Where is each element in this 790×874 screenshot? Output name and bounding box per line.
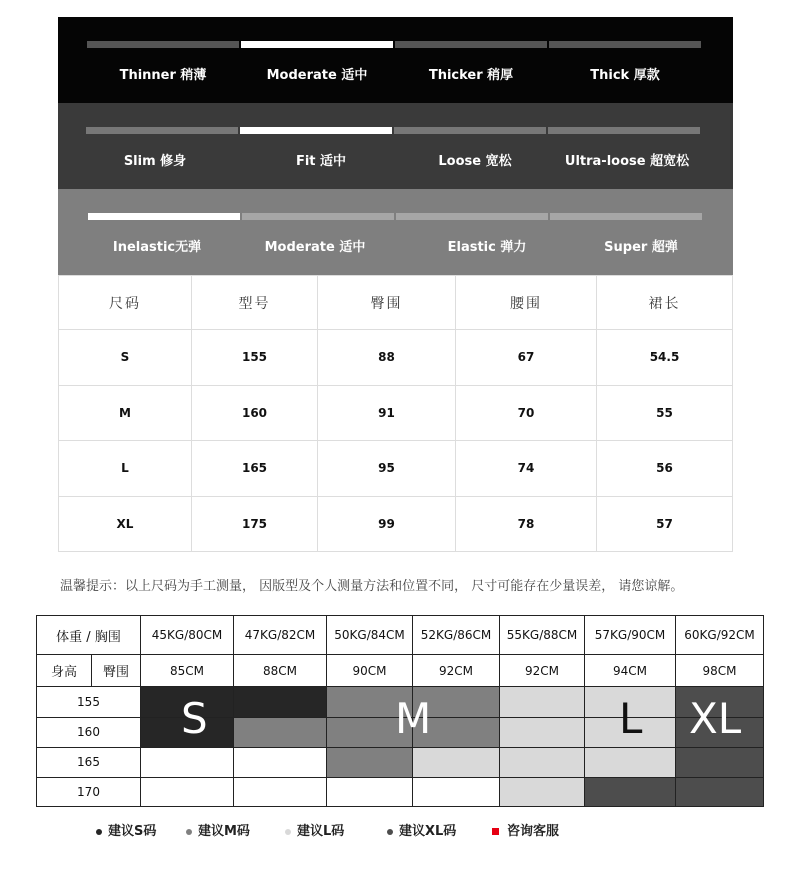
cell-model: 155 (192, 330, 318, 386)
elasticity-bar-1 (242, 213, 394, 220)
fit-bar-1 (240, 127, 392, 134)
measurement-note: 温馨提示：以上尺码为手工测量， 因版型及个人测量方法和位置不同， 尺寸可能存在少量误差， 请您谅解。 (60, 579, 684, 594)
elasticity-bar-2 (396, 213, 548, 220)
legend-square-icon (492, 828, 499, 835)
fit-bar-2 (394, 127, 546, 134)
elasticity-bar-3 (550, 213, 702, 220)
thickness-bar-2 (395, 41, 547, 48)
legend-item (186, 820, 250, 839)
thickness-label: Moderate 适中 (266, 68, 368, 83)
thickness-bar-0 (87, 41, 239, 48)
legend-label: 咨询客服 (507, 824, 560, 839)
weight-cell: 47KG/82CM (234, 616, 327, 655)
fit-label: Fit 适中 (295, 154, 347, 169)
thickness-bar-3 (549, 41, 701, 48)
corner-weight-bust: 体重 / 胸围 (37, 616, 141, 655)
legend-dot-icon (387, 829, 393, 835)
header-hip: 臀围 (318, 276, 456, 330)
hip-row (37, 655, 764, 687)
grid-cell (585, 777, 676, 806)
cell-hip: 99 (318, 496, 456, 552)
thickness-label: Thicker 稍厚 (428, 68, 514, 83)
grid-cell (234, 717, 327, 747)
weight-cell: 57KG/90CM (585, 616, 676, 655)
weight-row (37, 616, 764, 655)
grid-cell (141, 777, 234, 806)
weight-cell: 50KG/84CM (327, 616, 413, 655)
grid-cell (500, 687, 585, 717)
cell-waist: 70 (456, 385, 597, 441)
legend-label: 建议S码 (108, 824, 157, 839)
elasticity-band (58, 189, 733, 275)
grid-cell (234, 747, 327, 777)
table-row (59, 441, 733, 497)
grid-cell (500, 777, 585, 806)
grid-cell (327, 777, 413, 806)
grid-cell (141, 747, 234, 777)
size-letter-l: L (619, 694, 643, 743)
grid-cell (676, 777, 764, 806)
legend-dot-icon (186, 829, 192, 835)
elasticity-label: Inelastic无弹 (112, 240, 202, 255)
height-row (37, 747, 764, 777)
fit-label: Slim 修身 (123, 154, 187, 169)
cell-length: 54.5 (597, 330, 733, 386)
grid-cell (413, 747, 500, 777)
legend-label: 建议XL码 (399, 824, 457, 839)
weight-cell: 45KG/80CM (141, 616, 234, 655)
thickness-band (58, 17, 733, 103)
legend-dot-icon (285, 829, 291, 835)
header-model: 型号 (192, 276, 318, 330)
cell-waist: 74 (456, 441, 597, 497)
height-row (37, 777, 764, 806)
thickness-bar-1 (241, 41, 393, 48)
cell-waist: 67 (456, 330, 597, 386)
cell-model: 165 (192, 441, 318, 497)
legend-item (285, 820, 344, 839)
table-row (59, 330, 733, 386)
cell-size: S (59, 330, 192, 386)
table-row (59, 385, 733, 441)
elasticity-label: Super 超弹 (604, 240, 678, 255)
cell-hip: 88 (318, 330, 456, 386)
grid-cell (234, 777, 327, 806)
legend-item (96, 820, 156, 839)
cell-size: XL (59, 496, 192, 552)
cell-hip: 95 (318, 441, 456, 497)
height-cell: 160 (37, 717, 141, 747)
table-row (59, 496, 733, 552)
legend-item (492, 820, 559, 839)
weight-cell: 55KG/88CM (500, 616, 585, 655)
header-size: 尺码 (59, 276, 192, 330)
fit-band (58, 103, 733, 189)
hip-cell: 94CM (585, 655, 676, 687)
hip-cell: 92CM (413, 655, 500, 687)
fit-bar-3 (548, 127, 700, 134)
height-cell: 170 (37, 777, 141, 806)
hip-cell: 98CM (676, 655, 764, 687)
grid-cell (585, 747, 676, 777)
grid-cell (500, 717, 585, 747)
height-cell: 155 (37, 687, 141, 717)
thickness-label: Thinner 稍薄 (119, 68, 207, 83)
size-letter-m: M (395, 694, 432, 743)
height-cell: 165 (37, 747, 141, 777)
size-letter-xl: XL (689, 694, 742, 743)
cell-length: 57 (597, 496, 733, 552)
cell-size: L (59, 441, 192, 497)
legend-item (387, 820, 456, 839)
cell-model: 160 (192, 385, 318, 441)
hip-cell: 90CM (327, 655, 413, 687)
size-letter-s: S (181, 694, 208, 743)
cell-waist: 78 (456, 496, 597, 552)
grid-cell (234, 687, 327, 717)
fit-label: Ultra-loose 超宽松 (564, 154, 690, 169)
grid-cell (500, 747, 585, 777)
elasticity-label: Moderate 适中 (264, 240, 366, 255)
elasticity-bar-0 (88, 213, 240, 220)
thickness-label: Thick 厚款 (590, 68, 660, 83)
corner-hip: 臀围 (92, 655, 141, 687)
weight-cell: 52KG/86CM (413, 616, 500, 655)
hip-cell: 92CM (500, 655, 585, 687)
legend-label: 建议M码 (198, 824, 250, 839)
grid-cell (676, 747, 764, 777)
hip-cell: 88CM (234, 655, 327, 687)
size-table-header (59, 276, 733, 330)
weight-cell: 60KG/92CM (676, 616, 764, 655)
elasticity-label: Elastic 弹力 (447, 240, 527, 255)
legend-dot-icon (96, 829, 102, 835)
hip-cell: 85CM (141, 655, 234, 687)
cell-length: 56 (597, 441, 733, 497)
grid-cell (413, 777, 500, 806)
cell-hip: 91 (318, 385, 456, 441)
legend-label: 建议L码 (297, 824, 345, 839)
size-table (58, 275, 733, 552)
cell-length: 55 (597, 385, 733, 441)
fit-bar-0 (86, 127, 238, 134)
fit-label: Loose 宽松 (438, 154, 512, 169)
grid-cell (327, 747, 413, 777)
cell-size: M (59, 385, 192, 441)
corner-height: 身高 (37, 655, 92, 687)
header-waist: 腰围 (456, 276, 597, 330)
cell-model: 175 (192, 496, 318, 552)
header-skirt-length: 裙长 (597, 276, 733, 330)
